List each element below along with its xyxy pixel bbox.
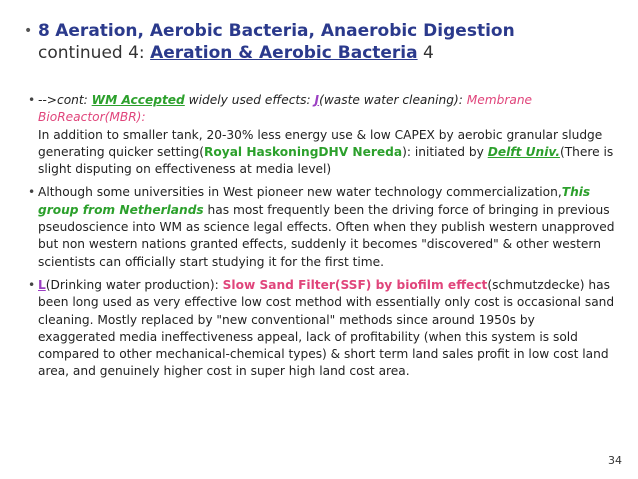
text-effects: widely used effects:: [184, 93, 315, 107]
l-label: L: [38, 277, 46, 292]
text-universities: Although some universities in West pioneer new water technology commercialization,: [38, 185, 562, 200]
title-sub-number: 4: [423, 43, 434, 63]
text-cont: -->cont:: [38, 93, 92, 107]
title-main: Aeration, Aerobic Bacteria, Anaerobic Digestion: [55, 21, 515, 41]
bullet-dot: •: [28, 185, 36, 200]
title-number: 8: [38, 21, 50, 41]
bullet-dot: •: [28, 277, 36, 292]
delft-label: Delft Univ.: [487, 144, 560, 159]
wm-accepted-label: WM Accepted: [91, 93, 185, 107]
nereda-label: Royal HaskoningDHV Nereda: [204, 144, 403, 159]
page-number: 34: [608, 454, 622, 467]
ssf-label: Slow Sand Filter(SSF) by biofilm effect: [222, 277, 488, 292]
text-granular: In addition to smaller tank, 20-30% less energy use & low CAPEX by aerobic granular sludge generating quicker setting(: [38, 127, 603, 159]
bullet-list: [28, 92, 616, 381]
mbr-label: Membrane BioReactor(MBR):: [38, 93, 533, 125]
text-disputing: (There is slight disputing on effectiveness at media level): [38, 144, 614, 177]
title-continued: continued 4:: [38, 43, 145, 63]
title-bullet: •: [24, 23, 33, 39]
bullet-item-netherlands: [28, 184, 616, 270]
text-schmutzdecke: (schmutzdecke) has been long used as very effective low cost method with essentially only cost is occasional sand cleaning. Mostly replaced by "new conventional" methods since around 1950s by exaggerated media ineffectiveness appeal, lack of profitability (when this system is sold compared to other mechanical-chemical types) & short term land sales profit in low cost land area, and genuinely higher cost in super high land cost area.: [38, 277, 615, 379]
slide-title: [24, 20, 618, 64]
title-sub-bold: Aeration & Aerobic Bacteria: [150, 43, 418, 63]
text-drinking-water: (Drinking water production):: [45, 277, 223, 292]
bullet-dot: •: [28, 93, 36, 107]
bullet-item-ssf: [28, 277, 616, 381]
j-label: J: [314, 93, 320, 107]
text-initiated: ): initiated by: [402, 144, 488, 159]
text-driving-force: has most frequently been the driving force of bringing in previous pseudoscience into WM as science legal effects. Often when they publish western unapproved but non western nations granted effects, suddenly it becomes "discovered" & other western scientists can officially start studying it for the first time.: [38, 202, 615, 269]
netherlands-label: This group from Netherlands: [38, 185, 591, 217]
bullet-item-mbr: [28, 92, 616, 178]
text-waste-water: (waste water cleaning):: [319, 93, 467, 107]
